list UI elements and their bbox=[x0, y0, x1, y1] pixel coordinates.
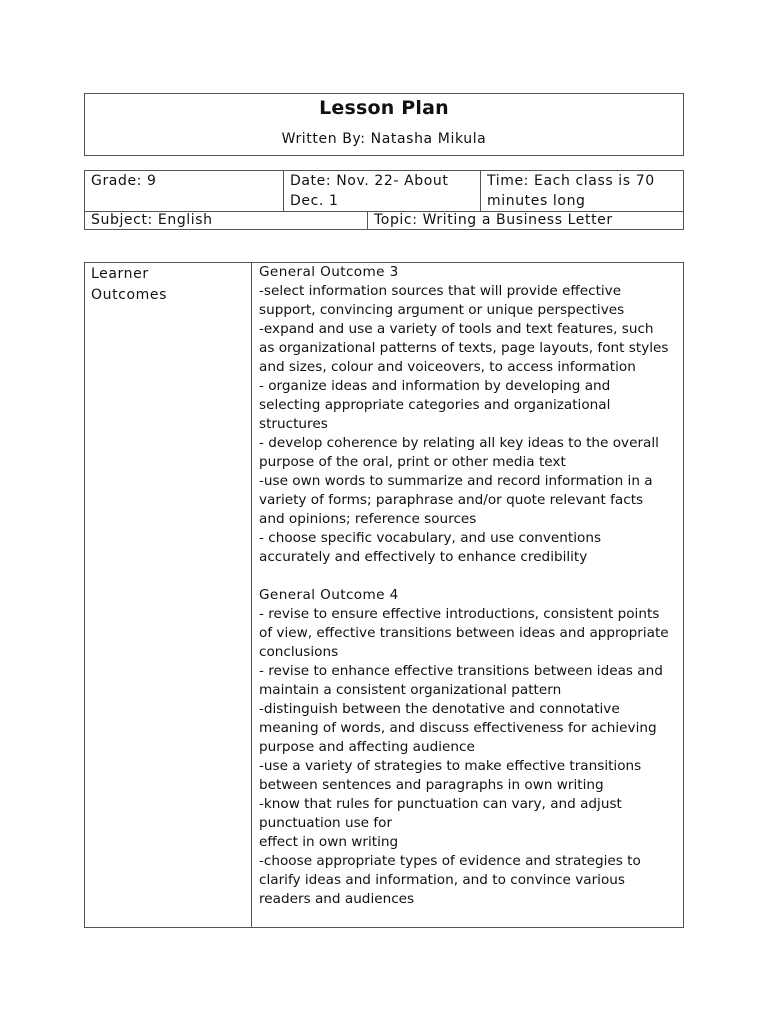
topic-text: Topic: Writing a Business Letter bbox=[374, 212, 613, 228]
page-title: Lesson Plan bbox=[319, 97, 449, 119]
title-box bbox=[84, 93, 684, 156]
outcome-line: and sizes, colour and voiceovers, to access information bbox=[259, 359, 636, 375]
outcome-line: conclusions bbox=[259, 644, 339, 660]
outcome-line: meaning of words, and discuss effectiveness for achieving bbox=[259, 720, 657, 736]
outcome-line: purpose and affecting audience bbox=[259, 739, 475, 755]
outcome-line: structures bbox=[259, 416, 328, 432]
outcome-line: - develop coherence by relating all key ideas to the overall bbox=[259, 435, 659, 451]
outcome-line: purpose of the oral, print or other media text bbox=[259, 454, 566, 470]
time-cell bbox=[481, 171, 684, 212]
outcome-line: between sentences and paragraphs in own writing bbox=[259, 777, 604, 793]
outcome-line: as organizational patterns of texts, page layouts, font styles bbox=[259, 340, 669, 356]
outcome-line: of view, effective transitions between ideas and appropriate bbox=[259, 625, 669, 641]
outcome-line: variety of forms; paraphrase and/or quote relevant facts bbox=[259, 492, 644, 508]
outcome-line: -expand and use a variety of tools and text features, such bbox=[259, 321, 654, 337]
time-text-line1: Time: Each class is 70 bbox=[487, 173, 655, 189]
go3-list bbox=[259, 282, 675, 567]
info-table-row1 bbox=[84, 170, 684, 212]
date-text-line2: Dec. 1 bbox=[290, 193, 339, 209]
outcome-line: maintain a consistent organizational pattern bbox=[259, 682, 562, 698]
label-line2: Outcomes bbox=[91, 287, 167, 303]
outcome-line: support, convincing argument or unique perspectives bbox=[259, 302, 625, 318]
author-line: Written By: Natasha Mikula bbox=[281, 131, 487, 147]
outcome-line: -distinguish between the denotative and connotative bbox=[259, 701, 620, 717]
outcome-line: -use a variety of strategies to make effective transitions bbox=[259, 758, 642, 774]
label-line1: Learner bbox=[91, 266, 149, 282]
outcome-line: -know that rules for punctuation can vary, and adjust bbox=[259, 796, 622, 812]
info-row bbox=[85, 171, 684, 212]
subject-row bbox=[85, 212, 684, 230]
topic-cell bbox=[368, 212, 684, 230]
outcome-line: - organize ideas and information by developing and bbox=[259, 378, 611, 394]
outcome-line: - choose specific vocabulary, and use conventions bbox=[259, 530, 602, 546]
grade-text: Grade: 9 bbox=[91, 173, 157, 189]
outcome-line: -use own words to summarize and record information in a bbox=[259, 473, 653, 489]
outcome-line: -choose appropriate types of evidence and strategies to bbox=[259, 853, 641, 869]
outcomes-table bbox=[84, 262, 684, 928]
outcome-line: readers and audiences bbox=[259, 891, 415, 907]
outcome-line: effect in own writing bbox=[259, 834, 399, 850]
outcome-line: and opinions; reference sources bbox=[259, 511, 477, 527]
go3-heading: General Outcome 3 bbox=[259, 264, 399, 280]
grade-cell bbox=[85, 171, 284, 212]
subject-text: Subject: English bbox=[91, 212, 213, 228]
outcome-line: selecting appropriate categories and organizational bbox=[259, 397, 611, 413]
outcome-line: - revise to ensure effective introductions, consistent points bbox=[259, 606, 660, 622]
outcome-line: clarify ideas and information, and to convince various bbox=[259, 872, 625, 888]
subject-cell bbox=[85, 212, 368, 230]
info-table-row2 bbox=[84, 211, 684, 230]
outcome-line: - revise to enhance effective transitions between ideas and bbox=[259, 663, 663, 679]
outcomes-row bbox=[85, 263, 684, 928]
time-text-line2: minutes long bbox=[487, 193, 586, 209]
learner-outcomes-label bbox=[85, 263, 252, 928]
outcomes-content bbox=[252, 263, 684, 928]
go4-list bbox=[259, 605, 675, 909]
outcome-line: accurately and effectively to enhance credibility bbox=[259, 549, 588, 565]
date-text-line1: Date: Nov. 22- About bbox=[290, 173, 449, 189]
outcome-line: -select information sources that will provide effective bbox=[259, 283, 622, 299]
date-cell bbox=[284, 171, 481, 212]
go4-heading: General Outcome 4 bbox=[259, 587, 399, 603]
outcome-line: punctuation use for bbox=[259, 815, 393, 831]
section-gap bbox=[259, 567, 675, 586]
